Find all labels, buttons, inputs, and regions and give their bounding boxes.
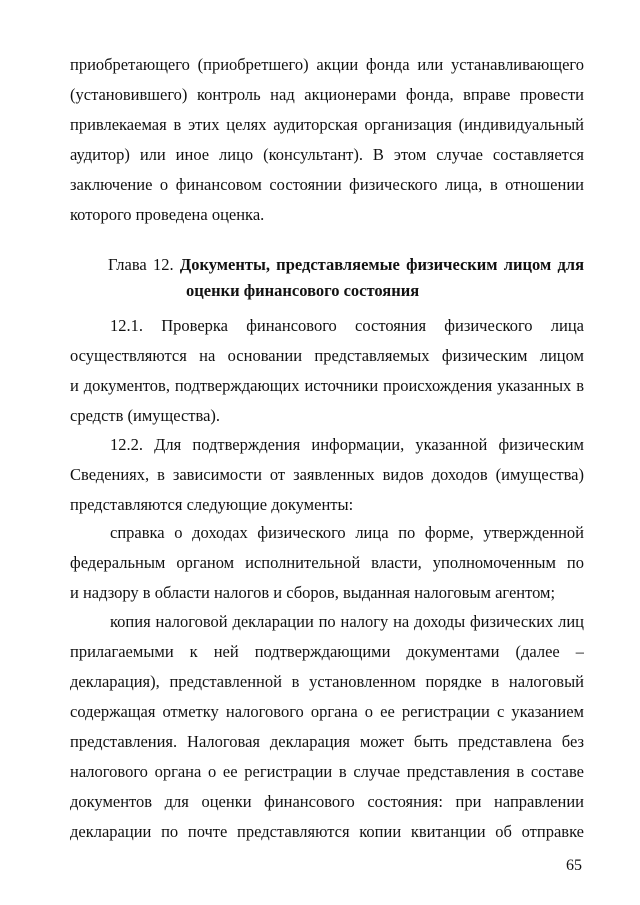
chapter-heading (108, 252, 584, 304)
text-line: копия налоговой декларации по налогу на доходы физических лиц (110, 612, 584, 631)
section-12-2 (70, 430, 584, 520)
page-number: 65 (566, 857, 582, 874)
text-line: и надзору в области налогов и сборов, выданная налоговым агентом; (70, 583, 556, 602)
text-line: 12.1. Проверка финансового состояния физического лица (110, 316, 584, 335)
text-line: справка о доходах физического лица по форме, утвержденной (110, 523, 584, 542)
text-line: представления. Налоговая декларация может быть представлена без (70, 732, 584, 751)
text-line: заключение о финансовом состоянии физического лица, в отношении (70, 175, 584, 194)
text-line: приобретающего (приобретшего) акции фонда или устанавливающего (70, 55, 584, 74)
text-line: которого проведена оценка. (70, 205, 265, 224)
text-line: декларация), представленной в установленном порядке в налоговый (70, 672, 584, 691)
chapter-prefix: Глава 12. (108, 255, 174, 274)
text-line: содержащая отметку налогового органа о ее регистрации с указанием (70, 702, 584, 721)
text-line: представляются следующие документы: (70, 495, 354, 514)
text-line: документов для оценки финансового состояния: при направлении (70, 792, 584, 811)
text-line: средств (имущества). (70, 406, 221, 425)
text-line: аудитор) или иное лицо (консультант). В этом случае составляется (70, 145, 584, 164)
paragraph-top (70, 50, 584, 230)
text-line: Сведениях, в зависимости от заявленных видов доходов (имущества) (70, 465, 584, 484)
text-line: 12.2. Для подтверждения информации, указанной физическим (110, 435, 584, 454)
list-item-1 (70, 518, 584, 608)
section-12-1 (70, 311, 584, 431)
text-line: прилагаемыми к ней подтверждающими документами (далее – (70, 642, 584, 661)
text-line: налогового органа о ее регистрации в случае представления в составе (70, 762, 584, 781)
text-line: декларации по почте представляются копии квитанции об отправке (70, 822, 584, 841)
text-line: (установившего) контроль над акционерами фонда, вправе провести (70, 85, 584, 104)
text-line: и документов, подтверждающих источники происхождения указанных в (70, 376, 584, 395)
text-line: привлекаемая в этих целях аудиторская организация (индивидуальный (70, 115, 584, 134)
chapter-heading-line-1 (108, 252, 584, 278)
text-line: федеральным органом исполнительной власти, уполномоченным по (70, 553, 584, 572)
list-item-2 (70, 607, 584, 847)
chapter-title-part-1: Документы, представляемые физическим лицом для (179, 255, 584, 274)
text-line: осуществляются на основании представляемых физическим лицом (70, 346, 584, 365)
chapter-title-part-2: оценки финансового состояния (186, 281, 420, 300)
